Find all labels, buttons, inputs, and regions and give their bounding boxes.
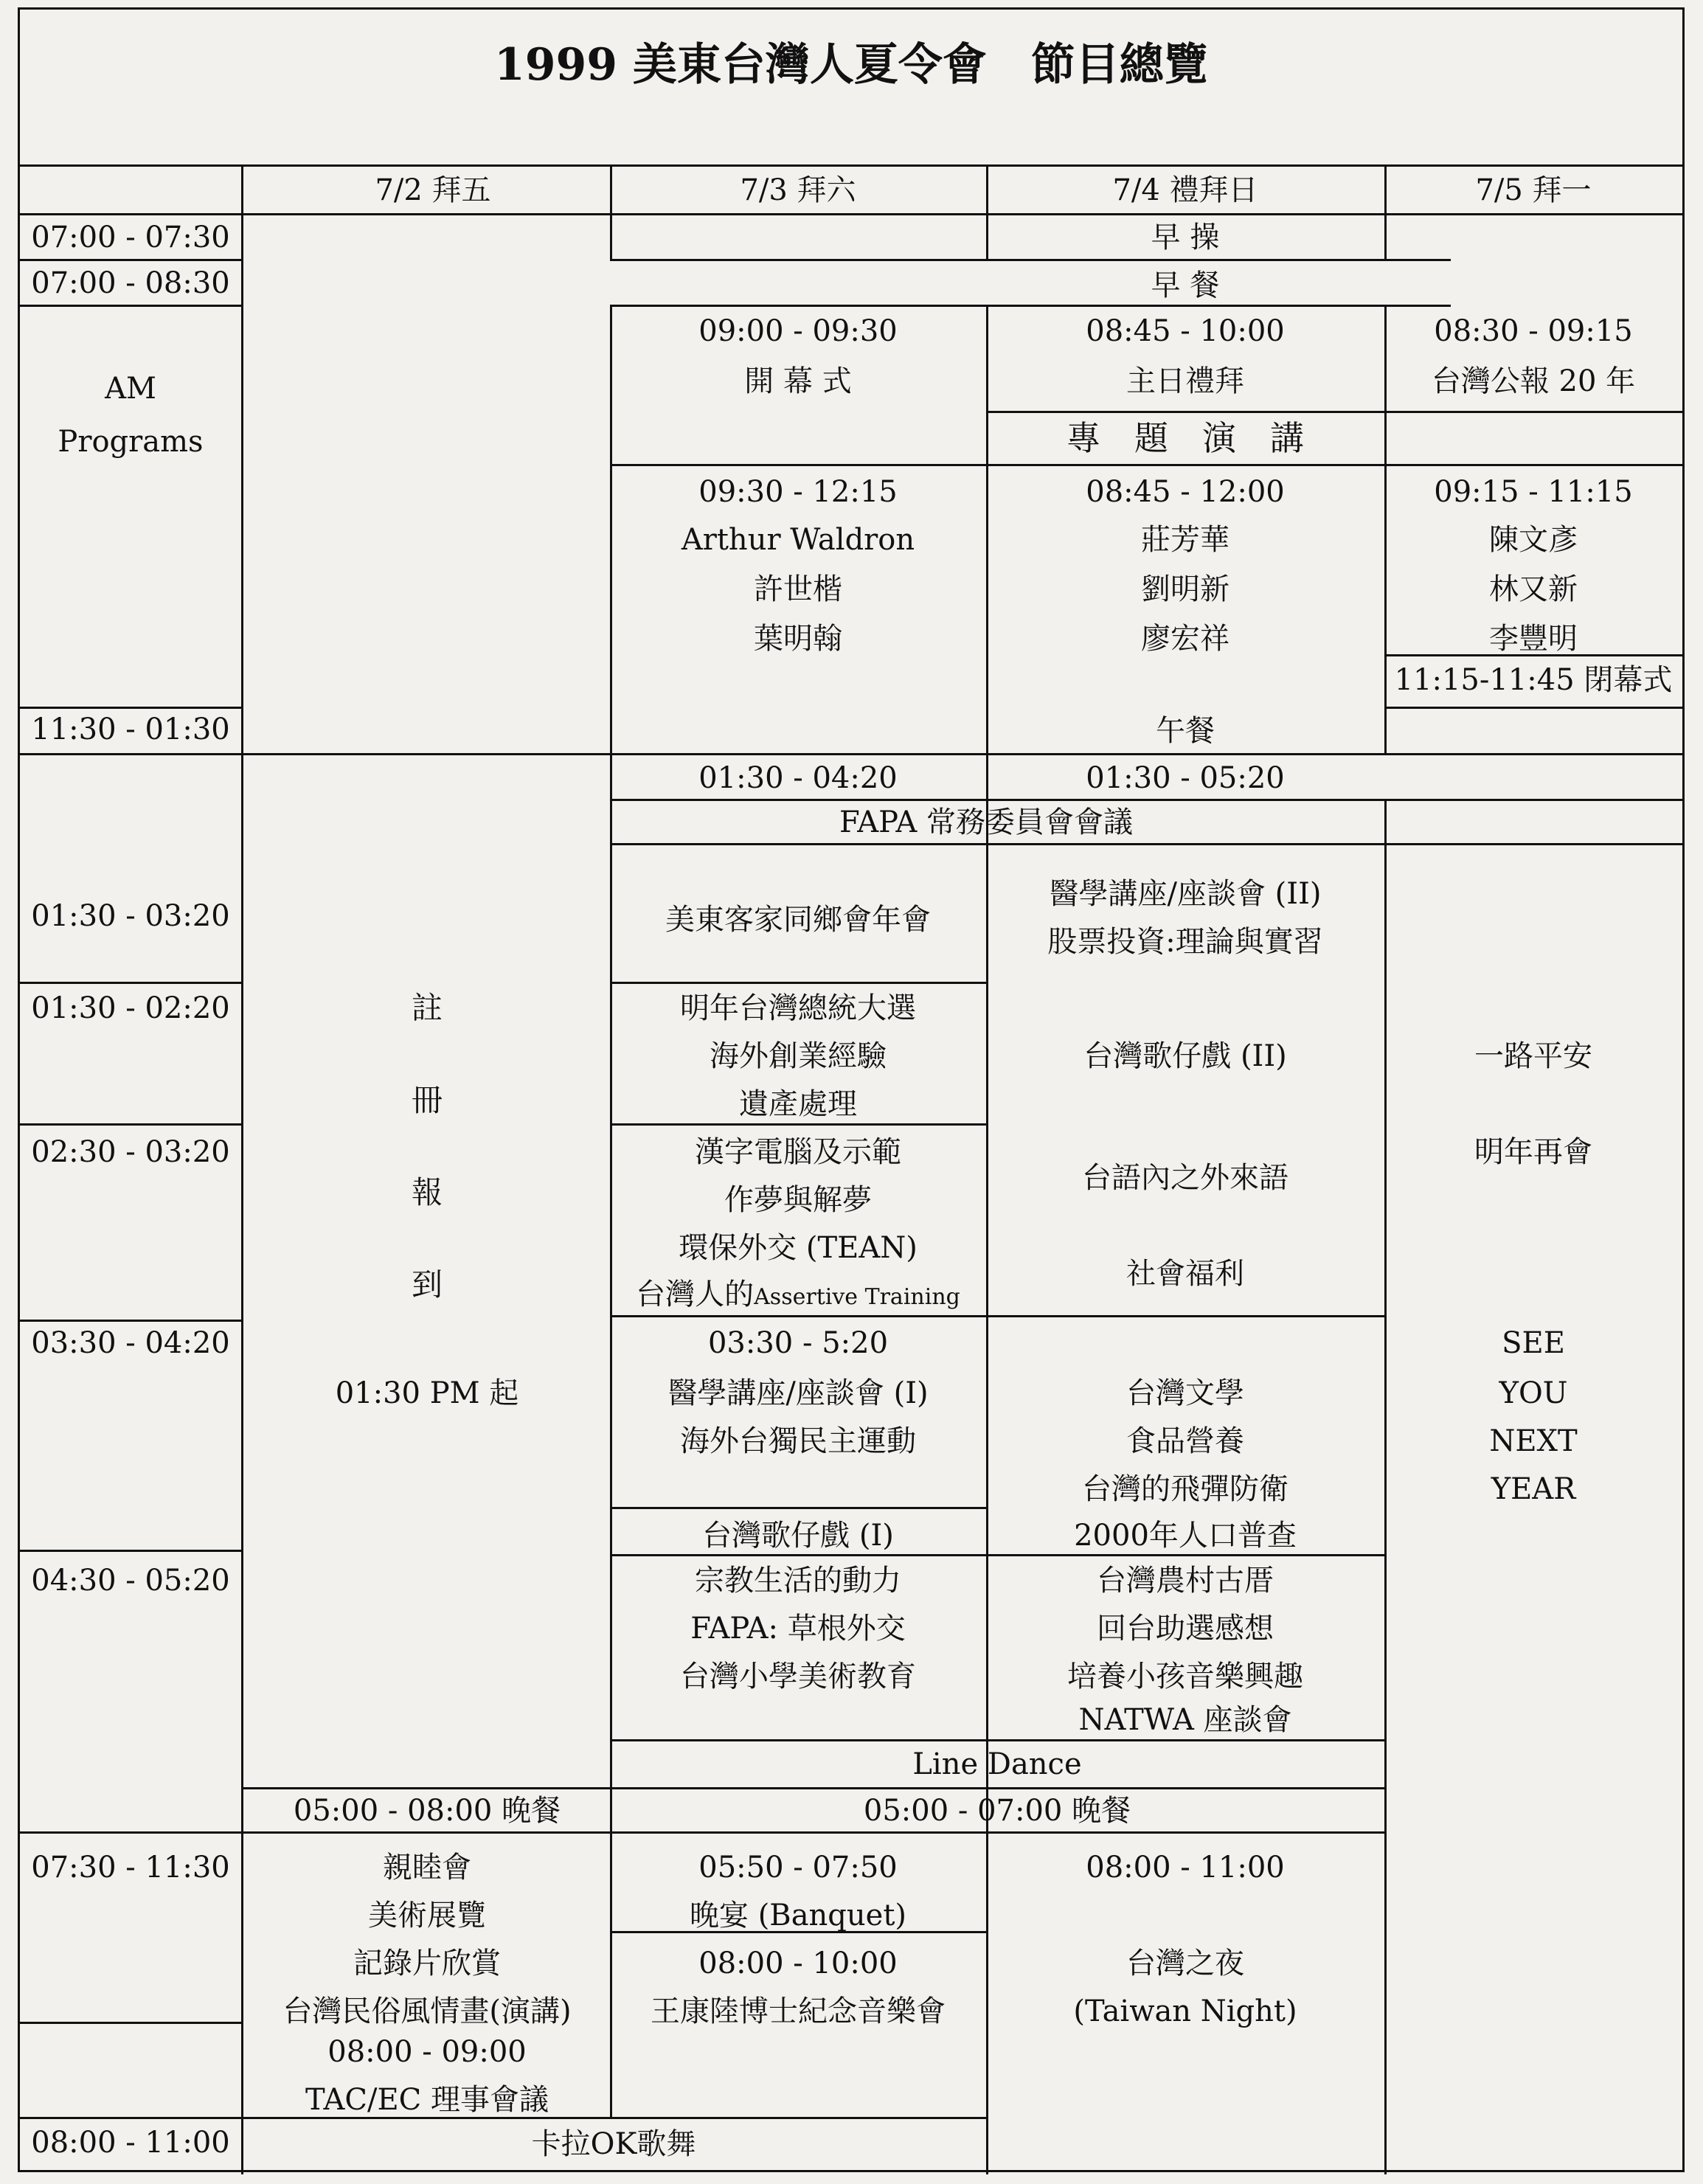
mon-farewell: 明年再會: [1474, 1135, 1592, 1169]
sat-s0330-time: 03:30 - 5:20: [707, 1326, 889, 1360]
fri-registration: 到: [411, 1266, 443, 1303]
sun-night: (Taiwan Night): [1073, 1994, 1297, 2028]
rule: [610, 259, 1451, 261]
rule: [610, 1315, 1384, 1317]
sun-loanwords: 台語內之外來語: [1082, 1161, 1288, 1195]
sat-concert: 王康陸博士紀念音樂會: [651, 1994, 946, 2028]
sun-pm-time: 01:30 - 05:20: [1086, 761, 1285, 795]
sat-banquet-time: 05:50 - 07:50: [698, 1851, 898, 1885]
sat-keynote-time: 09:30 - 12:15: [698, 475, 898, 509]
rule: [610, 982, 986, 984]
sun-keynote-speaker: 劉明新: [1141, 572, 1229, 606]
sun-opera: 台灣歌仔戲 (II): [1083, 1039, 1287, 1073]
time-label: 07:00 - 07:30: [31, 221, 230, 254]
fri-evening-item: 記錄片欣賞: [353, 1946, 501, 1980]
morning-exercise: 早 操: [1151, 221, 1220, 254]
sat-session: 漢字電腦及示範: [695, 1135, 901, 1169]
sun-dinner: 05:00 - 07:00 晚餐: [863, 1794, 1131, 1828]
fri-tac-label: TAC/EC 理事會議: [305, 2083, 549, 2117]
sat-session: 醫學講座/座談會 (I): [667, 1376, 929, 1410]
sat-session: 遺產處理: [739, 1087, 857, 1121]
mon-see-you: YEAR: [1491, 1472, 1576, 1506]
time-label: 11:30 - 01:30: [31, 713, 230, 746]
line-dance: Line Dance: [912, 1747, 1082, 1781]
rule: [610, 1123, 986, 1126]
sat-session: 作夢與解夢: [724, 1183, 872, 1217]
page-title: 1999 美東台灣人夏令會 節目總覽: [494, 39, 1208, 91]
sun-keynote-speaker: 莊芳華: [1141, 523, 1229, 557]
sat-session: 海外創業經驗: [710, 1039, 887, 1073]
sun-session: NATWA 座談會: [1078, 1703, 1292, 1737]
sat-session: 環保外交 (TEAN): [679, 1231, 918, 1265]
rule: [1384, 164, 1387, 259]
fri-pm-start: 01:30 PM 起: [335, 1376, 519, 1410]
rule: [610, 1554, 1384, 1556]
sun-welfare: 社會福利: [1126, 1257, 1244, 1291]
rule: [1384, 799, 1387, 2174]
sat-session: FAPA: 草根外交: [690, 1612, 906, 1646]
sat-opera: 台灣歌仔戲 (I): [702, 1519, 894, 1553]
sat-keynote-speaker: Arthur Waldron: [681, 523, 915, 557]
rule: [1384, 707, 1682, 709]
sun-session: 台灣的飛彈防衛: [1082, 1472, 1288, 1506]
time-label: 08:00 - 11:00: [31, 2126, 230, 2160]
sat-session: 台灣小學美術教育: [680, 1660, 916, 1694]
rule: [20, 1831, 1384, 1834]
sat-pm-time: 01:30 - 04:20: [698, 761, 898, 795]
mon-see-you: NEXT: [1489, 1424, 1578, 1458]
time-label: 02:30 - 03:20: [31, 1135, 230, 1169]
mon-see-you: YOU: [1499, 1376, 1568, 1410]
rule: [20, 753, 1682, 755]
sun-session: 培養小孩音樂興趣: [1067, 1660, 1303, 1694]
sun-keynote-time: 08:45 - 12:00: [1086, 475, 1285, 509]
fri-registration: 註: [411, 990, 443, 1026]
sat-keynote-speaker: 許世楷: [754, 572, 842, 606]
rule: [20, 1320, 241, 1322]
rule: [20, 1123, 241, 1126]
sun-session: 食品營養: [1126, 1424, 1244, 1458]
rule: [241, 164, 243, 2174]
mon-gazette-time: 08:30 - 09:15: [1434, 314, 1633, 348]
sat-session: 海外台獨民主運動: [680, 1424, 916, 1458]
time-label: AM: [105, 372, 156, 406]
sat-banquet: 晚宴 (Banquet): [689, 1899, 907, 1932]
rule: [241, 1787, 1384, 1789]
sat-keynote-speaker: 葉明翰: [754, 622, 842, 656]
sun-session: 台灣農村古厝: [1097, 1564, 1274, 1598]
mon-keynote-speaker: 陳文彥: [1489, 523, 1578, 557]
fri-registration: 冊: [411, 1082, 443, 1118]
mon-see-you: SEE: [1502, 1326, 1565, 1360]
rule: [986, 164, 988, 259]
schedule-frame: [18, 7, 1685, 2172]
rule: [20, 164, 1682, 167]
rule: [610, 799, 1682, 801]
day-header-sat: 7/3 拜六: [740, 173, 856, 207]
mon-farewell: 一路平安: [1474, 1039, 1592, 1073]
sat-opening-time: 09:00 - 09:30: [698, 314, 898, 348]
keynote-header: 專 題 演 講: [1066, 418, 1304, 458]
time-label: 01:30 - 02:20: [31, 991, 230, 1025]
sat-assertive: [636, 1277, 960, 1315]
rule: [610, 305, 1451, 307]
fri-evening-item: 親睦會: [383, 1851, 471, 1885]
sat-hakka: 美東客家同鄉會年會: [665, 903, 931, 937]
fri-evening-item: 美術展覽: [368, 1899, 486, 1932]
time-label: 07:30 - 11:30: [31, 1851, 230, 1885]
mon-keynote-time: 09:15 - 11:15: [1434, 475, 1633, 509]
rule: [610, 164, 612, 259]
time-label: Programs: [58, 425, 204, 459]
rule: [20, 213, 1682, 215]
mon-keynote-speaker: 李豐明: [1489, 622, 1578, 656]
day-header-sun: 7/4 禮拜日: [1112, 173, 1258, 207]
rule: [610, 1507, 986, 1509]
rule: [1384, 305, 1387, 753]
time-label: 01:30 - 03:20: [31, 899, 230, 933]
sun-worship: 主日禮拜: [1126, 364, 1244, 398]
sat-assertive-suffix: Assertive Training: [754, 1284, 960, 1310]
karaoke: 卡拉OK歌舞: [531, 2127, 696, 2161]
rule: [610, 305, 612, 2117]
time-label: 04:30 - 05:20: [31, 1564, 230, 1598]
rule: [610, 843, 1682, 845]
mon-closing: 11:15-11:45 閉幕式: [1394, 663, 1673, 697]
breakfast: 早 餐: [1151, 268, 1220, 302]
fri-dinner: 05:00 - 08:00 晚餐: [293, 1794, 561, 1828]
sun-session: 醫學講座/座談會 (II): [1049, 877, 1322, 911]
sun-night: 台灣之夜: [1126, 1946, 1244, 1980]
rule: [20, 305, 241, 307]
sat-session: 明年台灣總統大選: [680, 991, 916, 1025]
fri-evening-item: 台灣民俗風情畫(演講): [282, 1994, 572, 2028]
rule: [610, 464, 1682, 466]
sat-session: 宗教生活的動力: [695, 1564, 901, 1598]
mon-keynote-speaker: 林又新: [1489, 572, 1578, 606]
rule: [20, 707, 241, 709]
fri-tac-time: 08:00 - 09:00: [327, 2035, 527, 2069]
rule: [20, 2022, 241, 2024]
sun-session: 台灣文學: [1126, 1376, 1244, 1410]
fri-registration: 報: [411, 1174, 443, 1210]
sun-session: 回台助選感想: [1097, 1612, 1274, 1646]
sat-assertive-prefix: 台灣人的: [636, 1278, 755, 1311]
sun-keynote-speaker: 廖宏祥: [1141, 622, 1229, 656]
sat-concert-time: 08:00 - 10:00: [698, 1946, 898, 1980]
time-label: 07:00 - 08:30: [31, 266, 230, 300]
rule: [20, 259, 241, 261]
day-header-fri: 7/2 拜五: [375, 173, 491, 207]
day-header-mon: 7/5 拜一: [1475, 173, 1592, 207]
sat-opening-label: 開 幕 式: [744, 364, 852, 398]
sun-session: 股票投資:理論與實習: [1047, 925, 1323, 959]
rule: [610, 1739, 1384, 1741]
rule: [986, 411, 1682, 413]
fapa-committee: FAPA 常務委員會會議: [839, 805, 1134, 839]
time-label: 03:30 - 04:20: [31, 1326, 230, 1360]
mon-gazette: 台灣公報 20 年: [1431, 364, 1636, 398]
rule: [986, 305, 988, 2174]
sun-worship-time: 08:45 - 10:00: [1086, 314, 1285, 348]
lunch: 午餐: [1156, 714, 1215, 748]
sun-night-time: 08:00 - 11:00: [1086, 1851, 1285, 1885]
sun-session: 2000年人口普查: [1074, 1519, 1297, 1553]
rule: [20, 1550, 241, 1552]
rule: [20, 982, 241, 984]
